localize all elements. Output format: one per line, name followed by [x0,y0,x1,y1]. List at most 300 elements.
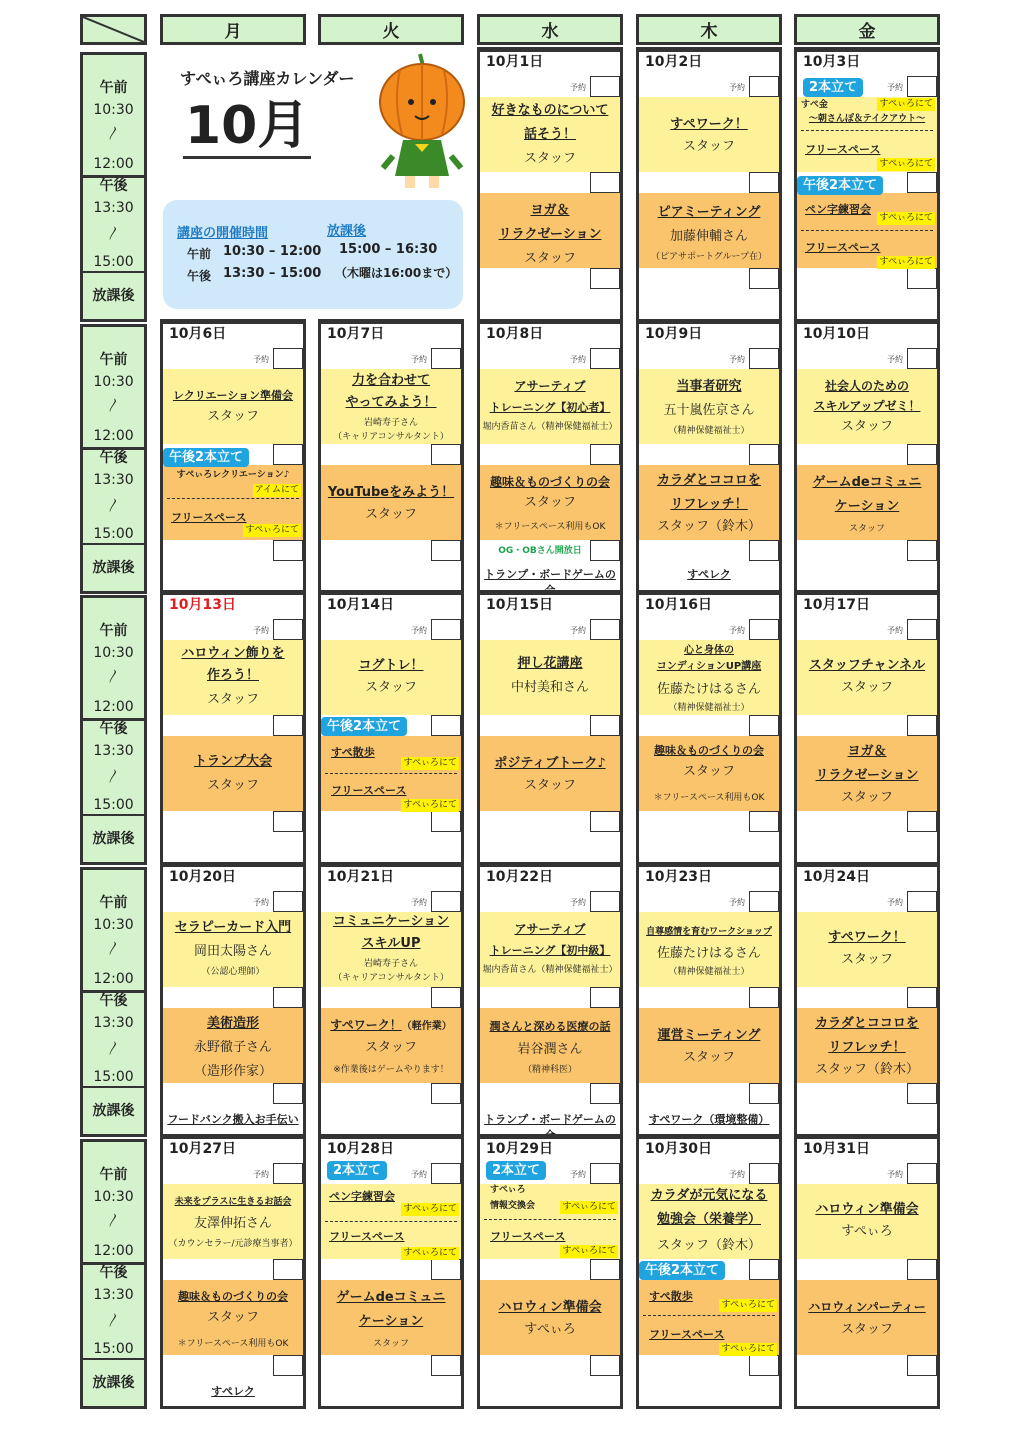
reserve-label: 予約 [887,626,903,635]
day-cell [794,52,940,322]
tilde: 〳 [106,126,121,142]
after-school-event: フードバンク搬入お手伝い [167,1113,299,1126]
reserve-box-after[interactable] [431,1083,461,1104]
reserve-label: 予約 [253,898,269,907]
after-time: 15:00 – 16:30 [339,242,438,257]
pm-end: 15:00 [93,1069,134,1085]
reserve-box-pm[interactable] [749,172,779,193]
am-start: 10:30 [93,917,134,933]
reserve-box-am[interactable] [590,348,620,369]
location-tag: すぺぃろにて [562,1202,616,1212]
am-label: 午前 [99,352,128,368]
reserve-box-am[interactable] [273,891,303,912]
event-text: すぺぃろ [490,1185,526,1195]
reserve-box-after[interactable] [273,1355,303,1376]
event-text: スタッフ [682,1050,735,1065]
reserve-box-pm[interactable] [907,444,937,465]
event-text: スタッフ [840,790,893,805]
am-end: 12:00 [93,971,134,987]
reserve-box-am[interactable] [749,891,779,912]
event-text: スタッフ [848,524,885,534]
day-cell [794,1139,940,1409]
event-text: 岩谷潤さん [517,1042,583,1057]
event-text: リフレッチ！ [828,1040,906,1055]
date-label: 10月17日 [803,597,870,613]
event-text: すぺぃろレクリエーション♪ [176,470,290,480]
event-text: ハロウィン準備会 [815,1202,919,1217]
reserve-label: 予約 [253,355,269,364]
event-text: スタッフ [206,692,259,707]
reserve-box-pm[interactable] [590,987,620,1008]
event-text: 佐藤たけはるさん [656,946,761,961]
am-time: 10:30 – 12:00 [223,244,322,259]
reserve-box-after[interactable] [431,811,461,832]
weekday-header-tue: 火 [318,14,464,45]
event-text: スタッフ [206,778,259,793]
reserve-box-after[interactable] [749,268,779,289]
event-text: 話そう！ [523,127,576,142]
event-text: スキルUP [361,936,421,951]
reserve-box-am[interactable] [749,348,779,369]
reserve-box-after[interactable] [590,268,620,289]
reserve-box-pm[interactable] [431,1259,461,1280]
event-text: スタッフ [206,409,259,424]
day-cell [477,1139,623,1409]
event-text: スタッフ [840,680,893,695]
day-cell [477,52,623,322]
reserve-box-pm[interactable] [749,987,779,1008]
pm-slot [797,1280,937,1355]
event-text: 趣味＆ものづくりの会 [178,1290,288,1303]
date-label: 10月20日 [169,869,236,885]
date-label: 10月13日 [169,597,236,613]
reserve-box-after[interactable] [431,540,461,561]
pm-start: 13:30 [93,472,134,488]
reserve-box-am[interactable] [749,1163,779,1184]
event-text: 趣味＆ものづくりの会 [654,744,764,757]
month-title: 10月 [183,96,311,159]
reserve-box-am[interactable] [431,1163,461,1184]
reserve-label: 予約 [729,355,745,364]
reserve-box-am[interactable] [907,1163,937,1184]
event-text: セラピーカード入門 [174,920,292,935]
divider [801,130,933,131]
event-text: スタッフ [523,251,576,266]
reserve-box-after[interactable] [907,1083,937,1104]
event-text: 岩崎寿子さん [363,959,418,969]
am-label: 午前 [99,895,128,911]
event-text: 中村美和さん [510,680,589,695]
event-text: ペン字練習会 [329,1190,395,1203]
event-text: 佐藤たけはるさん [656,682,761,697]
reserve-box-after[interactable] [273,540,303,561]
day-cell [160,595,306,865]
reserve-box-after[interactable] [749,1083,779,1104]
after-label: 放課後 [92,1375,135,1391]
event-text: スタッフ [840,419,893,434]
pm-label: 午後 [99,721,128,737]
after-title: 放課後 [327,224,367,239]
reserve-box-pm[interactable] [590,715,620,736]
pm-start: 13:30 [93,1287,134,1303]
reserve-box-after[interactable] [749,811,779,832]
am-label: 午前 [187,247,212,261]
event-text: スタッフ [523,151,576,166]
reserve-box-after[interactable] [907,811,937,832]
event-text: ケーション [358,1314,424,1329]
reserve-box-after[interactable] [590,811,620,832]
event-text: ＊フリースペース利用もOK [653,793,765,803]
reserve-box-pm[interactable] [907,172,937,193]
event-text: ハロウィンパーティー [808,1300,926,1314]
day-cell [636,867,782,1137]
date-label: 10月2日 [645,54,703,70]
day-cell [318,324,464,594]
location-tag: すぺぃろにて [879,159,933,169]
event-text: アサーティブ [514,379,586,393]
event-text: 勉強会（栄養学） [656,1212,761,1227]
pumpkin-mascot-icon [375,52,470,192]
reserve-box-after[interactable] [907,268,937,289]
event-text: すぺ金 [801,100,828,110]
divider [325,1221,457,1222]
event-text: 岡田太陽さん [193,944,272,959]
reserve-box-pm[interactable] [590,1259,620,1280]
pm-label: 午後 [99,178,128,194]
day-cell [160,1139,306,1409]
pm-end: 15:00 [93,254,134,270]
reserve-label: 予約 [253,1170,269,1179]
after-school-event: すぺレク [211,1385,255,1398]
tilde: 〳 [106,1041,121,1057]
tilde: 〳 [106,941,121,957]
corner-header [80,14,147,45]
event-text: スタッフチャンネル [808,658,926,673]
pm-start: 13:30 [93,1015,134,1031]
reserve-box-pm[interactable] [590,444,620,465]
event-text: スタッフ [840,1322,893,1337]
event-text: カラダが元気になる [650,1188,768,1203]
event-text: 運営ミーティング [657,1028,761,1043]
pm-end: 15:00 [93,526,134,542]
reserve-box-after[interactable] [273,1083,303,1104]
calendar-title: すぺぃろ講座カレンダー [180,69,355,88]
reserve-box-am[interactable] [749,619,779,640]
day-cell [318,1139,464,1409]
event-text: ピアミーティング [657,205,761,220]
reserve-box-after[interactable] [749,540,779,561]
reserve-label: 予約 [729,898,745,907]
reserve-box-am[interactable] [431,619,461,640]
reserve-box-after[interactable] [590,1083,620,1104]
day-cell [794,595,940,865]
event-title: すペワーク！ [330,1018,402,1032]
date-label: 10月22日 [486,869,553,885]
day-cell [477,867,623,1137]
reserve-box-am[interactable] [431,891,461,912]
event-text: YouTubeをみよう！ [327,485,455,500]
event-text: ケーション [834,499,900,514]
reserve-box-am[interactable] [431,348,461,369]
reserve-label: 予約 [570,1170,586,1179]
after-note: （木曜は16:00まで） [335,266,458,280]
am-end: 12:00 [93,428,134,444]
am-slot [321,640,461,715]
date-label: 10月7日 [327,326,385,342]
reserve-box-after[interactable] [907,540,937,561]
hours-title: 講座の開催時間 [177,226,269,241]
reserve-label: 予約 [887,1170,903,1179]
after-label: 放課後 [92,288,135,304]
pm-slot [480,736,620,811]
am-slot [639,97,779,172]
double-feature-badge: 午後2本立て [639,1261,725,1280]
event-text: フリースペース [805,241,881,254]
date-label: 10月28日 [327,1141,394,1157]
event-text: フリースペース [331,784,407,797]
reserve-label: 予約 [570,355,586,364]
reserve-box-am[interactable] [273,348,303,369]
day-cell [794,867,940,1137]
location-tag: すぺぃろにて [403,1204,457,1214]
tilde: 〳 [106,1313,121,1329]
reserve-box-after[interactable] [273,811,303,832]
am-start: 10:30 [93,374,134,390]
event-text: リフレッチ！ [670,497,748,512]
event-text: （キャリアコンサルタント） [333,432,449,442]
event-text: フリースペース [805,143,881,156]
date-label: 10月6日 [169,326,227,342]
day-cell [318,595,464,865]
am-slot [797,912,937,987]
day-cell [477,324,623,594]
date-label: 10月9日 [645,326,703,342]
reserve-label: 予約 [887,355,903,364]
day-cell [160,324,306,594]
event-text: スタッフ [364,1040,417,1055]
event-note: （軽作業） [401,1021,452,1032]
reserve-box-pm[interactable] [273,1259,303,1280]
reserve-box-after[interactable] [907,1355,937,1376]
event-text: 当事者研究 [676,379,742,394]
am-end: 12:00 [93,156,134,172]
reserve-box-pm[interactable] [431,715,461,736]
event-text: フリースペース [171,511,247,524]
am-slot [163,369,303,444]
event-text: スタッフ [682,139,735,154]
date-label: 10月27日 [169,1141,236,1157]
reserve-box-after[interactable] [749,1355,779,1376]
event-text: すぺ散歩 [331,746,375,759]
location-tag: すぺぃろにて [721,1300,775,1310]
event-text: すぺぃろ [524,1322,576,1337]
after-school-event: すぺワーク（環境整備） [648,1113,770,1126]
pm-label: 午後 [99,1265,128,1281]
event-text: 情報交換会 [490,1201,536,1211]
location-tag: すぺぃろにて [403,758,457,768]
reserve-box-am[interactable] [907,619,937,640]
after-school-event: トランプ・ボードゲームの [484,568,616,581]
reserve-box-am[interactable] [907,76,937,97]
reserve-box-after[interactable] [590,1355,620,1376]
reserve-box-am[interactable] [273,1163,303,1184]
event-text: レクリエーション準備会 [172,389,294,402]
time-column [80,324,147,594]
date-label: 10月14日 [327,597,394,613]
double-feature-badge: 2本立て [486,1161,546,1180]
event-text: （精神科医） [522,1065,577,1075]
pm-slot [480,1280,620,1355]
day-cell [636,52,782,322]
event-text: ゲームdeコミュニ [336,1290,446,1305]
event-text: スタッフ [364,680,417,695]
event-text: ポジティブトーク♪ [494,756,606,771]
day-cell [318,867,464,1137]
reserve-label: 予約 [887,898,903,907]
pm-slot [639,1008,779,1083]
divider [167,498,299,499]
reserve-label: 予約 [887,83,903,92]
location-tag: すぺぃろにて [562,1246,616,1256]
location-tag: すぺぃろにて [721,1344,775,1354]
day-cell [794,324,940,594]
pm-time: 13:30 – 15:00 [223,266,322,281]
reserve-box-pm[interactable] [907,1259,937,1280]
day-cell [636,1139,782,1409]
event-text: 好きなものについて [491,103,609,118]
weekday-header-thu: 木 [636,14,782,45]
event-text: 堀内香苗さん（精神保健福祉士） [482,422,618,432]
event-text: フリースペース [649,1328,725,1341]
reserve-box-pm[interactable] [273,444,303,465]
pm-start: 13:30 [93,200,134,216]
double-feature-badge: 午後2本立て [321,717,407,736]
reserve-box-pm[interactable] [749,1259,779,1280]
reserve-box-am[interactable] [749,76,779,97]
reserve-box-pm[interactable] [273,715,303,736]
event-text: トレーニング【初中級】 [489,944,611,957]
event-text: ハロウィン飾りを [181,646,285,661]
date-label: 10月24日 [803,869,870,885]
reserve-box-am[interactable] [273,619,303,640]
reserve-label: 予約 [411,626,427,635]
event-text [321,1019,461,1033]
event-text: スタッフ [523,495,576,510]
reserve-box-pm[interactable] [590,172,620,193]
event-text: フリースペース [329,1230,405,1243]
tilde: 〳 [106,1213,121,1229]
event-text: スタッフ [682,764,735,779]
reserve-box-pm[interactable] [907,987,937,1008]
pm-label: 午後 [99,450,128,466]
double-feature-badge: 2本立て [327,1161,387,1180]
event-text: 美術造形 [206,1016,259,1031]
event-text: ＊フリースペース利用もOK [494,522,606,532]
date-label: 10月1日 [486,54,544,70]
reserve-box-am[interactable] [907,891,937,912]
reserve-box-after[interactable] [431,1355,461,1376]
event-text: カラダとココロを [657,473,761,488]
after-label: 放課後 [92,1103,135,1119]
weekday-header-mon: 月 [160,14,306,45]
divider [643,1315,775,1316]
reserve-box-pm[interactable] [749,444,779,465]
event-text: スタッフ [840,952,893,967]
event-subtext: ～朝さんぽ＆テイクアウト～ [808,114,926,124]
reserve-box-am[interactable] [590,619,620,640]
event-text: すぺ散歩 [649,1290,693,1303]
reserve-box-am[interactable] [590,76,620,97]
reserve-box-pm[interactable] [749,715,779,736]
event-text: トレーニング【初心者】 [489,401,611,414]
event-text: （カウンセラー/元診療当事者） [168,1239,298,1249]
hours-panel [163,200,463,309]
event-text: スタッフ [206,1310,259,1325]
date-label: 10月29日 [486,1141,553,1157]
location-tag: すぺぃろにて [879,213,933,223]
reserve-label: 予約 [253,626,269,635]
am-start: 10:30 [93,102,134,118]
pm-slot [321,465,461,540]
event-text: ペン字練習会 [805,203,871,216]
location-tag: すぺぃろにて [879,99,933,109]
day-cell [636,595,782,865]
weekday-header-wed: 水 [477,14,623,45]
date-label: 10月16日 [645,597,712,613]
reserve-box-am[interactable] [590,1163,620,1184]
am-end: 12:00 [93,1243,134,1259]
event-text: ヨガ＆ [530,203,570,218]
reserve-box-pm[interactable] [431,444,461,465]
event-text: 押し花講座 [517,656,583,671]
reserve-box-pm[interactable] [907,715,937,736]
am-label: 午前 [99,80,128,96]
reserve-box-pm[interactable] [273,987,303,1008]
event-text: 潤さんと深める医療の話 [489,1020,611,1033]
event-text: すぺぃろ [841,1224,893,1239]
am-slot [480,640,620,715]
date-label: 10月23日 [645,869,712,885]
am-label: 午前 [99,623,128,639]
event-text: すペワーク！ [828,930,906,945]
reserve-box-pm[interactable] [431,987,461,1008]
divider [325,773,457,774]
reserve-label: 予約 [729,1170,745,1179]
reserve-label: 予約 [411,898,427,907]
reserve-box-am[interactable] [907,348,937,369]
event-text: 五十嵐佐京さん [663,403,755,418]
event-text: ＊フリースペース利用もOK [177,1339,289,1349]
divider [801,230,933,231]
event-text: （キャリアコンサルタント） [333,973,449,983]
day-cell [160,867,306,1137]
reserve-label: 予約 [570,83,586,92]
event-text: ゲームdeコミュニ [812,475,922,490]
weekday-header-fri: 金 [794,14,940,45]
location-tag: アイムにて [254,485,299,495]
reserve-box-am[interactable] [590,891,620,912]
event-text: すペワーク！ [670,117,748,132]
event-text: トランプ大会 [193,754,272,769]
date-label: 10月31日 [803,1141,870,1157]
location-tag: すぺぃろにて [245,525,299,535]
event-text: （精神保健福祉士） [668,703,750,713]
tilde: 〳 [106,769,121,785]
event-text: スタッフ（鈴木） [656,1238,761,1253]
event-text: ヨガ＆ [847,744,887,759]
double-feature-badge: 午後2本立て [163,448,249,467]
double-feature-badge: 午後2本立て [797,176,883,195]
